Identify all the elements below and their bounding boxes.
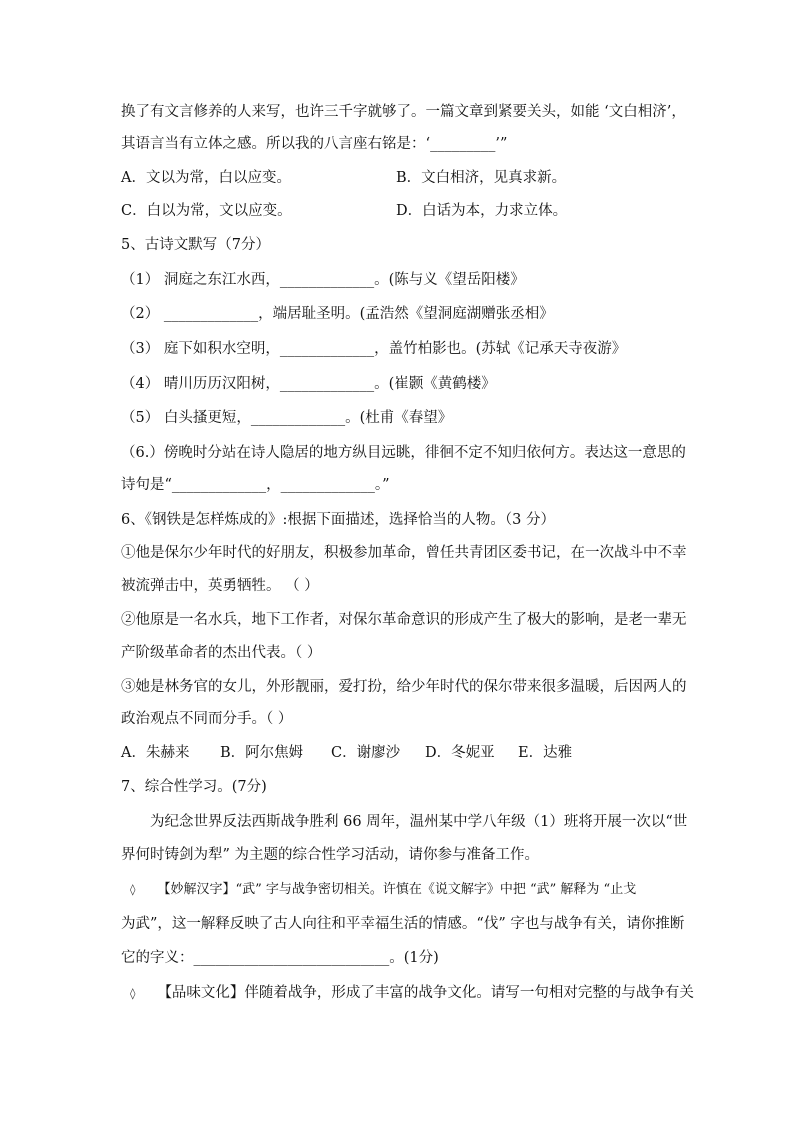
q5-item-1: （1） 洞庭之东江水西，_____________。(陈与义《望岳阳楼》 bbox=[121, 272, 525, 288]
q6-title: 6、《钢铁是怎样炼成的》:根据下面描述，选择恰当的人物。（3 分） bbox=[121, 512, 555, 528]
intro-line-2: 其语言当有立体之感。所以我的八言座右铭是：‘_________’” bbox=[121, 136, 508, 152]
q4-option-d: D．白话为本，力求立体。 bbox=[396, 203, 568, 219]
q5-item-3: （3） 庭下如积水空明，_____________，盖竹柏影也。(苏轼《记承天寺夜游》 bbox=[121, 341, 627, 357]
q7-intro-line-2: 界何时铸剑为犁” 为主题的综合性学习活动，请你参与准备工作。 bbox=[121, 847, 540, 863]
q5-item-6-continued: 诗句是“_____________，_____________。” bbox=[121, 477, 390, 493]
q5-item-5: （5） 白头搔更短，_____________。(杜甫《春望》 bbox=[121, 410, 453, 426]
q7-bullet-1 bbox=[130, 880, 636, 900]
q7-intro-line-1: 为纪念世界反法西斯战争胜利 66 周年，温州某中学八年级（1）班将开展一次以“世 bbox=[150, 814, 688, 830]
q4-option-b: B．文白相济，见真求新。 bbox=[396, 170, 567, 186]
q6-desc-1a: ①他是保尔少年时代的好朋友，积极参加革命，曾任共青团区委书记，在一次战斗中不幸 bbox=[121, 545, 687, 561]
q6-desc-3a: ③她是林务官的女儿，外形靓丽，爱打扮，给少年时代的保尔带来很多温暖，后因两人的 bbox=[121, 679, 687, 695]
q6-option-e: E．达雅 bbox=[518, 745, 573, 761]
q7-bullet-1-text: 【妙解汉字】“武” 字与战争密切相关。许慎在《说文解字》中把 “武” 解释为 “止戈 bbox=[157, 882, 637, 897]
q6-desc-2b: 产阶级革命者的杰出代表。（ ） bbox=[121, 645, 322, 661]
q4-option-c: C．白以为常，文以应变。 bbox=[121, 203, 292, 219]
q6-option-d: D．冬妮亚 bbox=[425, 745, 495, 761]
q7-bullet-2 bbox=[130, 983, 694, 1004]
q5-title: 5、古诗文默写（7分） bbox=[121, 237, 270, 253]
q6-desc-3b: 政治观点不同而分手。（ ） bbox=[121, 711, 293, 727]
q6-desc-2a: ②他原是一名水兵，地下工作者，对保尔革命意识的形成产生了极大的影响，是老一辈无 bbox=[121, 612, 687, 628]
q5-item-6: （6.）傍晚时分站在诗人隐居的地方纵目远眺，徘徊不定不知归依何方。表达这一意思的 bbox=[121, 445, 686, 461]
q6-option-a: A．朱赫来 bbox=[121, 745, 190, 761]
q7-title: 7、综合性学习。(7分) bbox=[121, 779, 267, 795]
q4-option-a: A．文以为常，白以应变。 bbox=[121, 170, 291, 186]
diamond-bullet-icon: ◊ bbox=[130, 987, 136, 1000]
q5-item-4: （4） 晴川历历汉阳树，_____________。(崔颢《黄鹤楼》 bbox=[121, 376, 496, 392]
q6-option-c: C．谢廖沙 bbox=[331, 745, 401, 761]
q6-option-b: B．阿尔焦姆 bbox=[220, 745, 304, 761]
intro-line-1: 换了有文言修养的人来写，也许三千字就够了。一篇文章到紧要关头，如能 ‘文白相济’， bbox=[121, 104, 686, 120]
q7-bullet-1-line-2: 为武”，这一解释反映了古人向往和平幸福生活的情感。“伐” 字也与战争有关，请你推断 bbox=[121, 916, 685, 932]
q7-bullet-1-line-3: 它的字义：___________________________。(1分) bbox=[121, 950, 439, 966]
diamond-bullet-icon: ◊ bbox=[130, 883, 136, 896]
q5-item-2: （2） _____________，端居耻圣明。(孟浩然《望洞庭湖赠张丞相》 bbox=[121, 306, 554, 322]
q7-bullet-2-text: 【品味文化】伴随着战争，形成了丰富的战争文化。请写一句相对完整的与战争有关 bbox=[157, 985, 694, 1001]
q6-desc-1b: 被流弹击中，英勇牺牲。 （ ） bbox=[121, 578, 319, 594]
